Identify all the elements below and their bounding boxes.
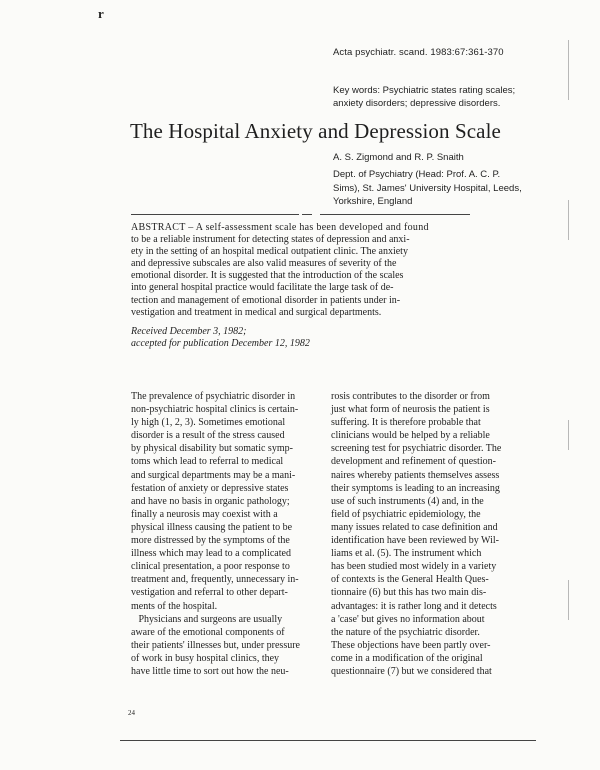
keywords-line: anxiety disorders; depressive disorders.	[333, 98, 501, 109]
article-title: The Hospital Anxiety and Depression Scale	[130, 119, 501, 143]
scan-edge-mark	[568, 580, 569, 620]
body-line: advantages: it is rather long and it detects	[331, 600, 497, 612]
body-line: clinical presentation, a poor response to	[131, 561, 290, 573]
body-line: clinicians would be helped by a reliable	[331, 430, 490, 442]
abstract-top-rule	[302, 214, 312, 215]
abstract-line: into general hospital practice would facilitate the large task of de-	[131, 282, 394, 294]
body-line: Physicians and surgeons are usually	[131, 613, 283, 625]
abstract-line: tection and management of emotional disorder in patients under in-	[131, 294, 401, 306]
body-line: naires whereby patients themselves assess	[331, 469, 500, 481]
body-line: the nature of the psychiatric disorder.	[331, 626, 480, 638]
body-line: screening test for psychiatric disorder. The	[331, 443, 502, 455]
body-line: physical illness causing the patient to be	[131, 521, 293, 533]
body-line: just what form of neurosis the patient is	[331, 404, 490, 416]
body-line: of contexts is the General Health Ques-	[331, 574, 489, 586]
abstract-line: and depressive subscales are also valid measures of severity of the	[131, 258, 397, 270]
body-line: of work in busy hospital clinics, they	[131, 652, 280, 664]
body-column-right	[331, 390, 511, 678]
page-number: 24	[128, 709, 135, 717]
scan-edge-mark	[568, 420, 569, 450]
affiliation-line: Dept. of Psychiatry (Head: Prof. A. C. P.	[333, 169, 501, 180]
journal-reference: Acta psychiatr. scand. 1983:67:361-370	[333, 47, 504, 58]
body-line: illness which may lead to a complicated	[131, 548, 291, 560]
abstract-line: to be a reliable instrument for detecting states of depression and anxi-	[131, 234, 410, 246]
body-line: liams et al. (5). The instrument which	[331, 548, 482, 560]
bottom-rule	[120, 740, 536, 741]
authors: A. S. Zigmond and R. P. Snaith	[333, 152, 464, 163]
body-line: vestigation and referral to other depart-	[131, 587, 288, 599]
body-line: ly high (1, 2, 3). Sometimes emotional	[131, 417, 286, 429]
corner-mark: r	[98, 6, 104, 21]
scan-edge-mark	[568, 200, 569, 240]
body-line: field of psychiatric epidemiology, the	[331, 508, 481, 520]
abstract-line	[131, 222, 476, 234]
body-line: non-psychiatric hospital clinics is certain-	[131, 404, 299, 416]
abstract-label: ABSTRACT	[131, 222, 186, 233]
body-line: finally a neurosis may coexist with a	[131, 508, 278, 520]
body-line: rosis contributes to the disorder or from	[331, 391, 490, 402]
abstract	[131, 222, 476, 319]
body-line: their patients' illnesses but, under pressure	[131, 639, 300, 651]
body-line: their symptoms is leading to an increasing	[331, 482, 500, 494]
scan-edge-mark	[568, 40, 569, 100]
body-line: a 'case' but gives no information about	[331, 613, 485, 625]
body-line: festation of anxiety or depressive states	[131, 482, 289, 494]
body-line: and surgical departments may be a mani-	[131, 469, 296, 481]
body-line: have little time to sort out how the neu-	[131, 665, 289, 677]
body-column-left	[131, 390, 311, 678]
abstract-top-rule	[131, 214, 299, 215]
abstract-line: ety in the setting of an hospital medical outpatient clinic. The anxiety	[131, 246, 408, 258]
body-line: has been studied most widely in a variety	[331, 561, 497, 573]
body-line: by physical disability but somatic symp-	[131, 443, 293, 455]
body-line: The prevalence of psychiatric disorder in	[131, 391, 296, 402]
body-line: many issues related to case definition and	[331, 521, 498, 533]
body-line: suffering. It is therefore probable that	[331, 417, 481, 429]
abstract-line: emotional disorder. It is suggested that the introduction of the scales	[131, 270, 404, 282]
keywords-line: Key words: Psychiatric states rating scales;	[333, 85, 516, 96]
body-line: identification have been reviewed by Wil-	[331, 535, 499, 547]
affiliation-line: Sims), St. James' University Hospital, Leeds,	[333, 182, 522, 194]
received-dates	[131, 326, 310, 351]
abstract-top-rule	[320, 214, 470, 215]
affiliation	[333, 168, 548, 209]
body-line: development and refinement of question-	[331, 456, 496, 468]
body-line: come in a modification of the original	[331, 652, 483, 664]
body-line: These objections have been partly over-	[331, 639, 491, 651]
abstract-first-line: – A self-assessment scale has been developed and found	[185, 222, 429, 233]
body-line: questionnaire (7) but we considered that	[331, 665, 492, 677]
body-line: toms which lead to referral to medical	[131, 456, 284, 468]
body-line: disorder is a result of the stress caused	[131, 430, 285, 442]
received-line: accepted for publication December 12, 1982	[131, 338, 310, 350]
abstract-line: vestigation and treatment in medical and surgical departments.	[131, 306, 382, 318]
affiliation-line: Yorkshire, England	[333, 196, 413, 207]
body-line: and have no basis in organic pathology;	[131, 495, 290, 507]
body-line: aware of the emotional components of	[131, 626, 285, 638]
body-line: more distressed by the symptoms of the	[131, 535, 290, 547]
body-line: treatment and, frequently, unnecessary in-	[131, 574, 299, 586]
received-line: Received December 3, 1982;	[131, 326, 247, 337]
body-line: use of such instruments (4) and, in the	[331, 495, 484, 507]
body-line: tionnaire (6) but this has two main dis-	[331, 587, 487, 599]
keywords	[333, 84, 543, 110]
body-line: ments of the hospital.	[131, 600, 218, 612]
